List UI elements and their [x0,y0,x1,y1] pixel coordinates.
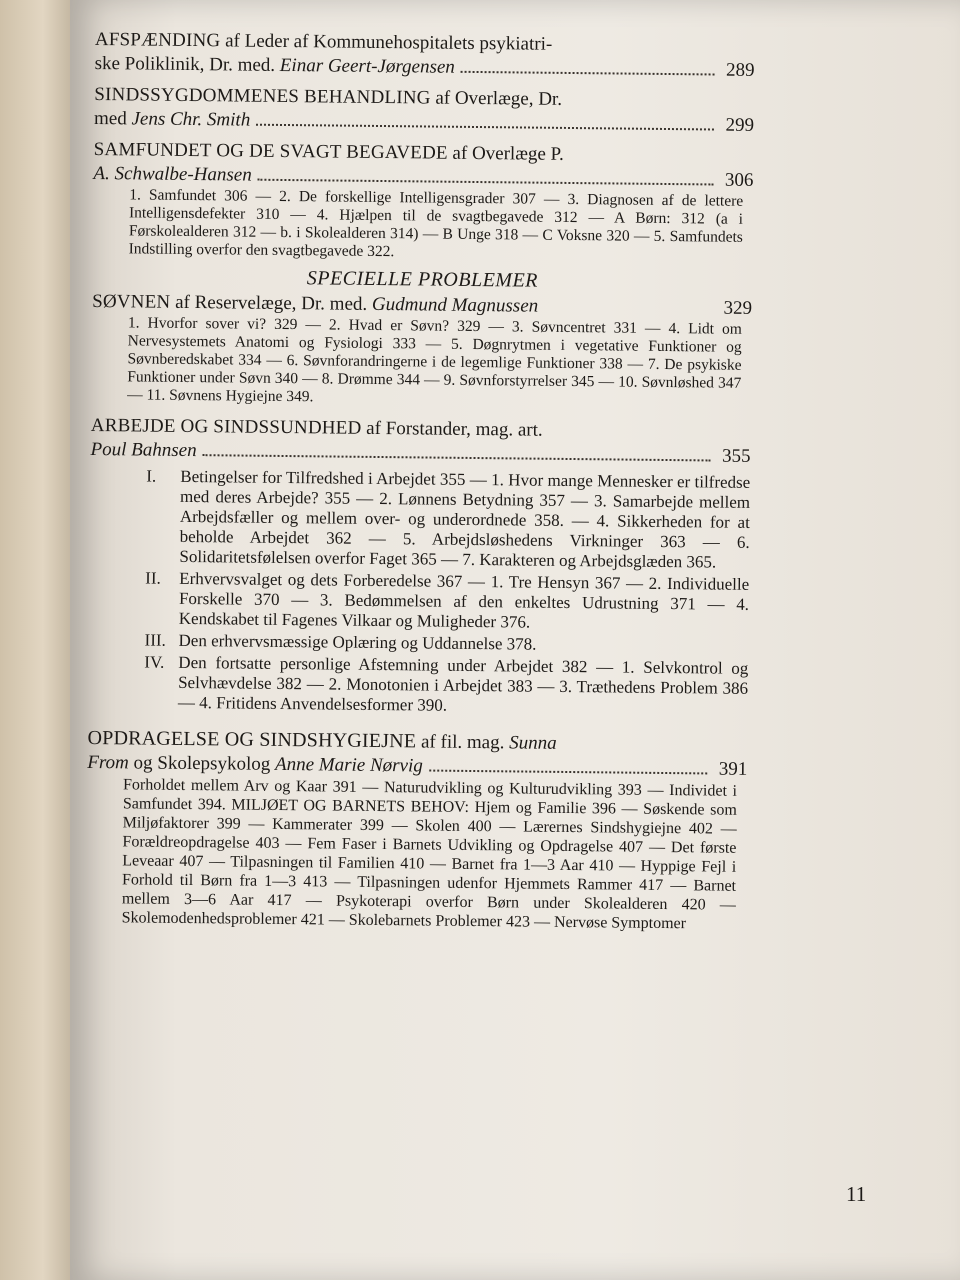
entry-title: SINDSSYGDOMMENES BEHANDLING [94,83,431,109]
entry-author: A. Schwalbe-Hansen [93,162,252,186]
entry-contents: 1. Samfundet 306 — 2. De forskellige Intelligensgrader 307 — 3. Diagnosen af de lettere Intelligensdefekter 310 — 4. Hjælpen til de svagtbegavede 312 — A Børn: 312 (a i Førskolealderen 312 — b. i Skolealderen 314) — B Unge 318 — C Voksne 320 — 5. Samfundets Indstilling overfor den svagtbegavede 322. [128,186,744,261]
entry-title: ARBEJDE OG SINDSSUNDHED [90,414,362,439]
part-item [89,466,750,573]
toc-entry-sovnen [91,290,752,411]
entry-byline-cont: ske Poliklinik, Dr. med. [94,52,276,76]
section-heading: SPECIELLE PROBLEMER [306,267,539,292]
part-number: IV. [144,652,165,672]
entry-author: Poul Bahnsen [90,438,197,462]
entry-title: SAMFUNDET OG DE SVAGT BEGAVEDE [93,138,448,164]
dot-leader [258,179,714,186]
entry-byline-cont: og Skolepsykolog [133,752,271,775]
toc-entry-sindssygdommenes [94,83,754,138]
entry-byline: af Overlæge P. [452,142,564,165]
entry-page: 289 [725,59,755,81]
entry-byline: af Overlæge, Dr. [435,87,563,110]
book-spine-edge [0,0,80,1280]
spacer [544,312,712,314]
dot-leader [203,454,711,461]
entry-contents: 1. Hvorfor sover vi? 329 — 2. Hvad er Søvn? 329 — 3. Søvncentret 331 — 4. Lidt om Nervesystemets Anatomi og Fysiologi 333 — 5. Døgnrytmen i vegetative Funktioner og Søvnberedskabet 334 — 6. Søvnforandringerne i de legemlige Funktioner 338 — 7. De psykiske Funktioner under Søvn 340 — 8. Drømme 344 — 9. Søvnforstyrrelser 345 — 10. Søvnløshed 347 — 11. Søvnens Hygiejne 349. [127,314,742,406]
entry-byline-cont: med [93,107,127,130]
entry-byline: af Forstander, mag. art. [366,417,543,441]
part-text: Den erhvervsmæssige Oplæring og Uddannelse 378. [178,630,537,654]
part-number: II. [145,568,161,588]
part-number: III. [144,630,166,650]
entry-author: Gudmund Magnussen [371,293,539,317]
part-item [89,568,750,635]
entry-byline: af Reservelæge, Dr. med. [175,291,368,315]
entry-byline: af Leder af Kommunehospitalets psykiatri- [225,30,553,55]
entry-author: Einar Geert-Jørgensen [279,54,455,78]
toc-entry-arbejde [88,414,751,719]
entry-byline: af fil. mag. [420,731,505,754]
toc-entry-opdragelse [86,726,748,934]
page-number: 11 [846,1182,867,1206]
entry-byline-italic: Sunna [509,732,557,754]
entry-page: 391 [718,758,748,780]
part-item [88,652,749,719]
entry-contents: Forholdet mellem Arv og Kaar 391 — Naturudvikling og Kulturudvikling 393 — Individet i Samfundet 394. MILJØET OG BARNETS BEHOV: Hjem og Familie 396 — Søskende som Miljøfaktorer 399 — Kammerater 399 — Skolen 400 — Lærernes Sindshygiejne 402 — Forældreopdragelse 403 — Fem Faser i Barnets Udvikling og Opdragelse 407 — Det første Leveaar 407 — Tilpasningen til Familien 410 — Barnet fra 1—3 Aar 410 — Hyppige Fejl i Forhold til Børn fra 1—3 413 — Tilpasningen udenfor Hjemmets Rammer 417 — Barnet mellem 3—6 Aar 417 — Psykoterapi overfor Børn under Skolealderen 420 — Skolemodenhedsproblemer 421 — Skolebarnets Problemer 423 — Nervøse Symptomer [121,776,738,933]
table-of-contents [86,28,755,941]
entry-page: 355 [721,445,751,467]
toc-entry-samfundet [93,138,754,265]
entry-title: SØVNEN [92,290,171,313]
entry-author-first: From [87,751,129,774]
entry-author: Anne Marie Nørvig [274,753,423,777]
dot-leader [256,124,714,131]
entry-page: 306 [724,169,754,191]
dot-leader [429,770,708,775]
part-text: Erhvervsvalget og dets Forberedelse 367 — 1. Tre Hensyn 367 — 2. Individuelle Forskelle 370 — 3. Bedømmelsen af den enkeltes Udrustning 371 — 4. Kendskabet til Fagenes Vilkaar og Muligheder 376. [178,568,750,632]
entry-page: 329 [723,297,753,319]
toc-entry-afspaending [94,28,754,83]
part-text: Den fortsatte personlige Afstemning under Arbejdet 382 — 1. Selvkontrol og Selvhævdelse 382 — 2. Monotonien i Arbejdet 383 — 3. Træthedens Problem 386 — 4. Fritidens Anvendelsesformer 390. [177,652,749,715]
part-text: Betingelser for Tilfredshed i Arbejdet 355 — 1. Hvor mange Mennesker er tilfredse med deres Arbejde? 355 — 2. Lønnens Betydning 357 — 3. Samarbejde mellem Arbejdsfæller og mellem over- og underordnede 358. — 4. Sikkerheden for at beholde Arbejdet 362 — 5. Arbejdsløshedens Virkninger 363 — 6. Solidaritetsfølelsen overfor Faget 365 — 7. Karakteren og Arbejdsglæden 365. [179,466,751,572]
part-number: I. [146,466,157,486]
dot-leader [461,71,715,76]
entry-author: Jens Chr. Smith [131,108,251,131]
entry-page: 299 [725,114,755,136]
entry-title: AFSPÆNDING [94,28,221,52]
entry-title: OPDRAGELSE OG SINDSHYGIEJNE [87,726,417,753]
